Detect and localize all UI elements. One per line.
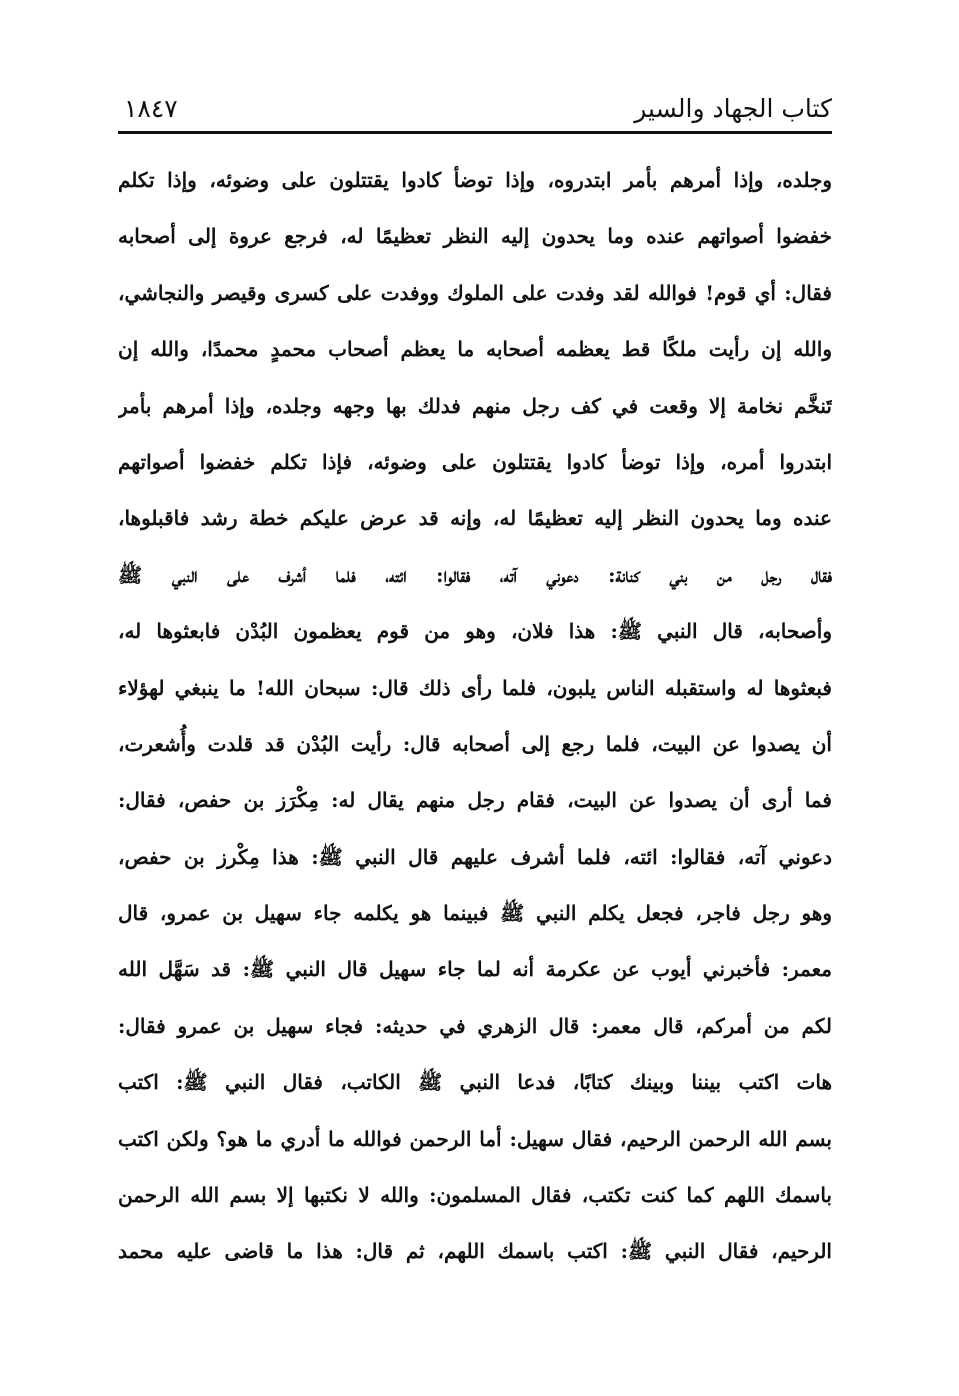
- running-title: كتاب الجهاد والسير: [634, 94, 832, 123]
- text-line: هات اكتب بيننا وبينك كتابًا، فدعا النبي ﷺ الكاتب، فقال النبي ﷺ: اكتب: [118, 1070, 832, 1095]
- body-text: [118, 152, 832, 1280]
- text-line: ابتدروا أمره، وإذا توضأ كادوا يقتتلون على وضوئه، فإذا تكلم خفضوا أصواتهم: [118, 449, 832, 474]
- text-line: فما أرى أن يصدوا عن البيت، فقام رجل منهم يقال له: مِكْرَز بن حفص، فقال:: [118, 788, 832, 813]
- text-line: خفضوا أصواتهم عنده وما يحدون إليه النظر تعظيمًا له، فرجع عروة إلى أصحابه: [118, 224, 832, 249]
- text-line: والله إن رأيت ملكًا قط يعظمه أصحابه ما يعظم أصحاب محمدٍ محمدًا، والله إن: [118, 337, 832, 362]
- header-rule: [118, 131, 832, 134]
- text-line: فبعثوها له واستقبله الناس يلبون، فلما رأى ذلك قال: سبحان الله! ما ينبغي لهؤلاء: [118, 675, 832, 700]
- text-line: باسمك اللهم كما كنت تكتب، فقال المسلمون: والله لا نكتبها إلا بسم الله الرحمن: [118, 1183, 832, 1208]
- text-line: وأصحابه، قال النبي ﷺ: هذا فلان، وهو من قوم يعظمون البُدْن فابعثوها له،: [118, 619, 832, 644]
- text-line: بسم الله الرحمن الرحيم، فقال سهيل: أما الرحمن فوالله ما أدري ما هو؟ ولكن اكتب: [118, 1126, 832, 1151]
- text-line: وجلده، وإذا أمرهم بأمر ابتدروه، وإذا توضأ كادوا يقتتلون على وضوئه، وإذا تكلم: [118, 168, 832, 192]
- page-header: [118, 86, 832, 136]
- text-line: لكم من أمركم، قال معمر: قال الزهري في حديثه: فجاء سهيل بن عمرو فقال:: [118, 1013, 832, 1038]
- page-number: ١٨٤٧: [124, 94, 178, 123]
- text-line: فقال: أي قوم! فوالله لقد وفدت على الملوك ووفدت على كسرى وقيصر والنجاشي،: [118, 280, 832, 305]
- text-line: فقال رجل من بني كنانة: دعوني آته، فقالوا: ائته، فلما أشرف على النبي ﷺ: [118, 562, 832, 587]
- text-line: أن يصدوا عن البيت، فلما رجع إلى أصحابه قال: رأيت البُدْن قد قلدت وأُشعرت،: [118, 731, 832, 756]
- text-line: وهو رجل فاجر، فجعل يكلم النبي ﷺ فبينما هو يكلمه جاء سهيل بن عمرو، قال: [118, 901, 832, 926]
- text-line: معمر: فأخبرني أيوب عن عكرمة أنه لما جاء سهيل قال النبي ﷺ: قد سَهَّل الله: [118, 957, 832, 982]
- text-line: الرحيم، فقال النبي ﷺ: اكتب باسمك اللهم، ثم قال: هذا ما قاضى عليه محمد: [118, 1239, 832, 1264]
- text-line: عنده وما يحدون النظر إليه تعظيمًا له، وإنه قد عرض عليكم خطة رشد فاقبلوها،: [118, 506, 832, 531]
- text-line: تَنخَّم نخامة إلا وقعت في كف رجل منهم فدلك بها وجهه وجلده، وإذا أمرهم بأمر: [118, 393, 832, 418]
- text-line: دعوني آته، فقالوا: ائته، فلما أشرف عليهم قال النبي ﷺ: هذا مِكْرز بن حفص،: [118, 844, 832, 869]
